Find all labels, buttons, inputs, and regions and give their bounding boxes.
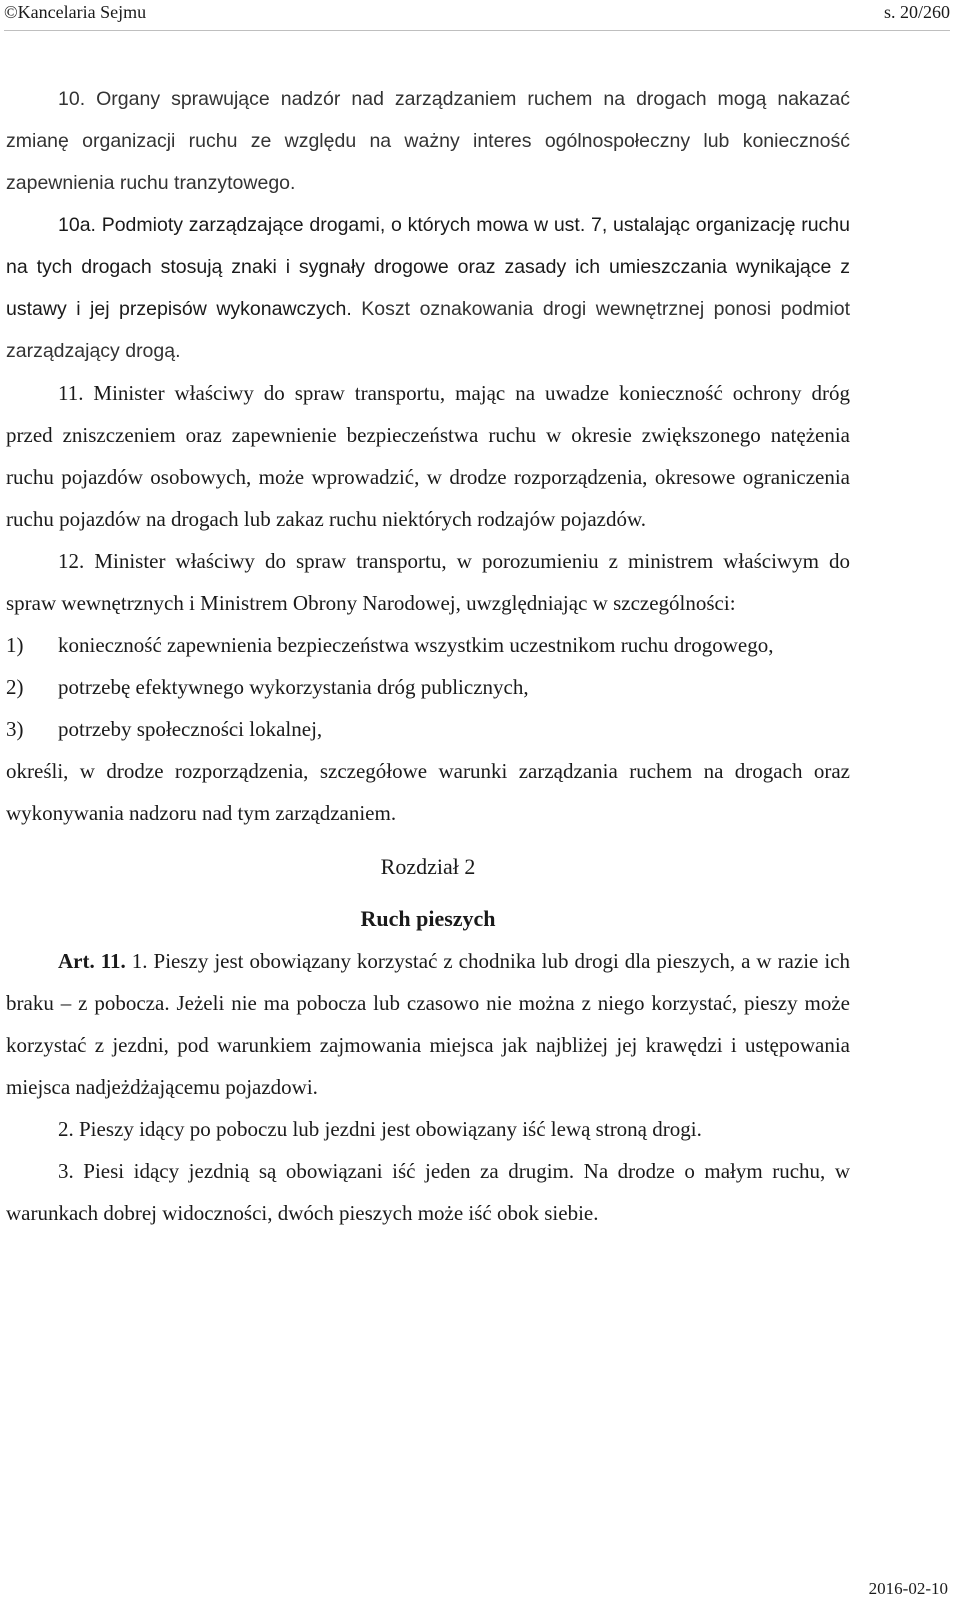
- paragraph-12: 12. Minister właściwy do spraw transportu, w porozumieniu z ministrem właściwym do spraw wewnętrznych i Ministrem Obrony Narodowej, uwzględniając w szczególności:: [6, 549, 850, 615]
- document-body: [6, 78, 850, 1234]
- chapter-number: Rozdział 2: [380, 854, 476, 879]
- page-number: s. 20/260: [883, 2, 950, 22]
- paragraph-11: 11. Minister właściwy do spraw transportu, mając na uwadze konieczność ochrony dróg przed zniszczeniem oraz zapewnienie bezpieczeństwa ruchu w okresie zwiększonego natężenia ruchu pojazdów osobowych, może wprowadzić, w drodze rozporządzenia, okresowe ograniczenia ruchu pojazdów na drogach lub zakaz ruchu niektórych rodzajów pojazdów.: [6, 381, 850, 531]
- paragraph-10a-main: 10a. Podmioty zarządzające drogami, o których mowa w ust. 7, ustalając organizację ruchu na tych drogach stosują znaki i sygnały drogowe oraz zasady ich umieszczania wynikające z ustawy i jej przepisów wykonawczych.: [6, 214, 850, 320]
- list-item-number: 1): [6, 633, 24, 657]
- paragraph-10a-cost: Koszt oznakowania drogi wewnętrznej ponosi podmiot zarządzający drogą.: [6, 298, 850, 362]
- article-label: Art. 11.: [58, 949, 126, 973]
- paragraph-12-list: [6, 624, 850, 750]
- list-item-number: 3): [6, 717, 24, 741]
- paragraph-10a: [6, 204, 850, 372]
- paragraph-12-conclusion: określi, w drodze rozporządzenia, szczegółowe warunki zarządzania ruchem na drogach oraz wykonywania nadzoru nad tym zarządzaniem.: [6, 759, 850, 825]
- paragraph-10: 10. Organy sprawujące nadzór nad zarządzaniem ruchem na drogach mogą nakazać zmianę organizacji ruchu ze względu na ważny interes ogólnospołeczny lub konieczność zapewnienia ruchu tranzytowego.: [6, 88, 850, 194]
- article-11-3-text-cont: Na drodze o małym ruchu, w warunkach dobrej widoczności, dwóch pieszych może iść obok siebie.: [6, 1159, 850, 1225]
- list-item: [6, 666, 850, 708]
- list-item: [6, 624, 850, 666]
- list-item-number: 2): [6, 675, 24, 699]
- article-11-paragraph-2: 2. Pieszy idący po poboczu lub jezdni jest obowiązany iść lewą stroną drogi.: [58, 1117, 702, 1141]
- page-header: [4, 0, 950, 31]
- chapter-title: Ruch pieszych: [360, 906, 496, 931]
- list-item-text: potrzebę efektywnego wykorzystania dróg publicznych,: [58, 675, 529, 699]
- list-item-text: konieczność zapewnienia bezpieczeństwa wszystkim uczestnikom ruchu drogowego,: [58, 633, 774, 657]
- article-11-1-text-cont: Jeżeli nie ma pobocza lub czasowo nie można z niego korzystać, pieszy może korzystać z jezdni, pod warunkiem zajmowania miejsca jak najbliżej jej krawędzi i ustępowania miejsca nadjeżdżającemu pojazdowi.: [6, 991, 851, 1099]
- article-11-3-text: 3. Piesi idący jezdnią są obowiązani iść jeden za drugim.: [58, 1159, 575, 1183]
- page-date: 2016-02-10: [868, 1579, 948, 1598]
- list-item-text: potrzeby społeczności lokalnej,: [58, 717, 323, 741]
- article-11-1-text: 1. Pieszy jest obowiązany korzystać z chodnika lub drogi dla pieszych, a w razie ich braku – z pobocza.: [6, 949, 850, 1015]
- copyright-label: ©Kancelaria Sejmu: [4, 2, 147, 22]
- list-item: [6, 708, 850, 750]
- article-11-paragraph-1: [6, 940, 850, 1108]
- article-11-paragraph-3: [6, 1150, 850, 1234]
